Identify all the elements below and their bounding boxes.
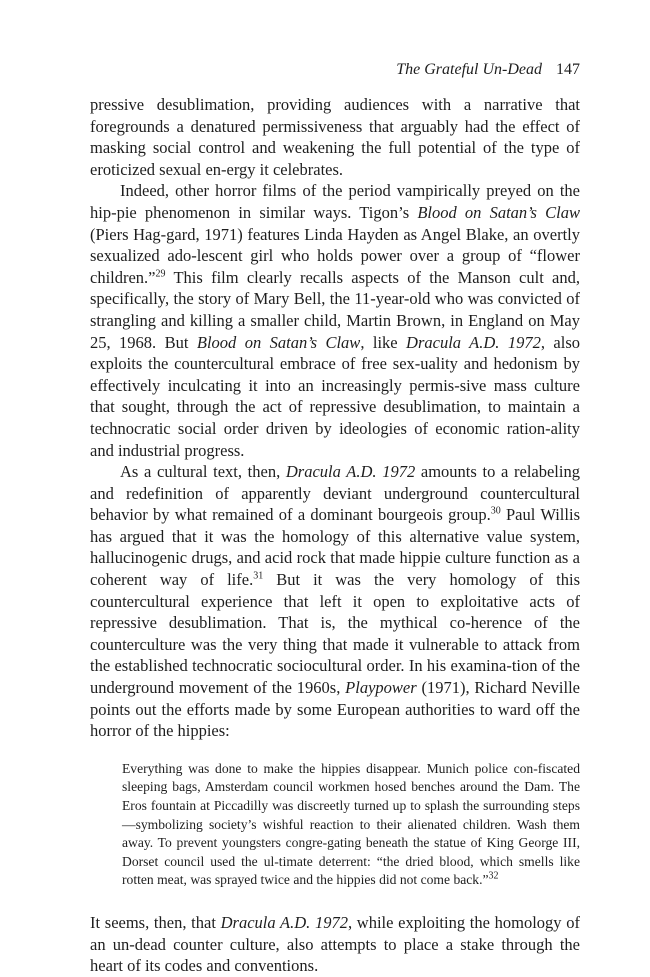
- italic-title: Blood on Satan’s Claw: [196, 332, 361, 352]
- text-run: (1971), Richard Neville points out the efforts made by some European authorities to ward off the horror of the hippies:: [90, 678, 580, 741]
- italic-title: Dracula A.D. 1972: [285, 462, 416, 482]
- running-head-title: The Grateful Un-Dead: [396, 61, 542, 78]
- footnote-marker: 31: [253, 570, 264, 582]
- paragraph-closing: [90, 912, 580, 977]
- footnote-marker: 29: [155, 268, 166, 280]
- text-run: Indeed, other horror films of the period vampirically preyed on the hip-pie phenomenon in similar ways. Tigon’s: [90, 181, 580, 222]
- italic-title: Playpower: [345, 678, 417, 698]
- block-quote: [122, 760, 580, 890]
- text-run: Everything was done to make the hippies disappear. Munich police con-fiscated sleeping bags, Amsterdam council workmen hosed benches around the Dam. The Eros fountain at Piccadilly was discreetly turned up to splash the surrounding steps—symbolizing society’s wishful reaction to their alienated children. Wash them away. To prevent youngsters congre-gating beneath the statue of King George III, Dorset council used the ul-timate deterrent: “the dried blood, which smells like rotten meat, was sprayed twice and the hippies did not come back.”: [122, 760, 580, 888]
- text-run: As a cultural text, then,: [120, 462, 286, 482]
- text-run: amounts to a relabeling and redefinition of apparently deviant underground countercultural behavior by what remained of a dominant bourgeois group.: [90, 462, 580, 525]
- text-run: , while exploiting the homology of an un-dead counter culture, also attempts to place a stake through the heart of its codes and conventions.: [90, 912, 580, 976]
- footnote-marker: 32: [488, 870, 499, 882]
- footnote-marker: 30: [490, 505, 501, 517]
- text-run: Paul Willis has argued that it was the homology of this alternative value system, hallucinogenic drugs, and acid rock that made hippie culture function as a coherent way of life.: [90, 505, 580, 590]
- text-run: This film clearly recalls aspects of the Manson cult and, specifically, the story of Mary Bell, the 11-year-old who was convicted of strangling and killing a smaller child, Martin Brown, in England on May 25, 1968. But: [90, 267, 580, 352]
- text-run: But it was the very homology of this countercultural experience that left it open to exploitative acts of repressive desublimation. That is, the mythical co-herence of the counterculture was the very thing that made it vulnerable to attack from the established technocratic sociocultural order. In his examina-tion of the underground movement of the 1960s,: [90, 570, 580, 698]
- paragraph-continued: [90, 94, 580, 180]
- text-run: , also exploits the countercultural embrace of free sex-uality and hedonism by effectively inculcating it into an increasingly permis-sive mass culture that sought, through the act of repressive desublimation, to maintain a technocratic social order driven by ideologies of economic ration-ality and industrial progress.: [90, 332, 580, 460]
- running-head: [90, 60, 580, 80]
- italic-title: Blood on Satan’s Claw: [417, 202, 580, 222]
- paragraph-horror-films: [90, 180, 580, 461]
- page-number: 147: [556, 61, 580, 78]
- italic-title: Dracula A.D. 1972: [406, 332, 541, 352]
- text-run: It seems, then, that: [90, 912, 221, 932]
- paragraph-cultural-text: [90, 461, 580, 742]
- text-run: , like: [360, 332, 407, 352]
- text-run: (Piers Hag-gard, 1971) features Linda Hayden as Angel Blake, an overtly sexualized ado-lescent girl who holds power over a group of “flower children.”: [90, 224, 580, 287]
- text-run: pressive desublimation, providing audiences with a narrative that foregrounds a denatured permissiveness that arguably had the effect of masking social control and weakening the full potential of the type of eroticized sexual en-ergy it celebrates.: [90, 95, 580, 179]
- italic-title: Dracula A.D. 1972: [220, 912, 348, 932]
- book-page: [90, 60, 580, 977]
